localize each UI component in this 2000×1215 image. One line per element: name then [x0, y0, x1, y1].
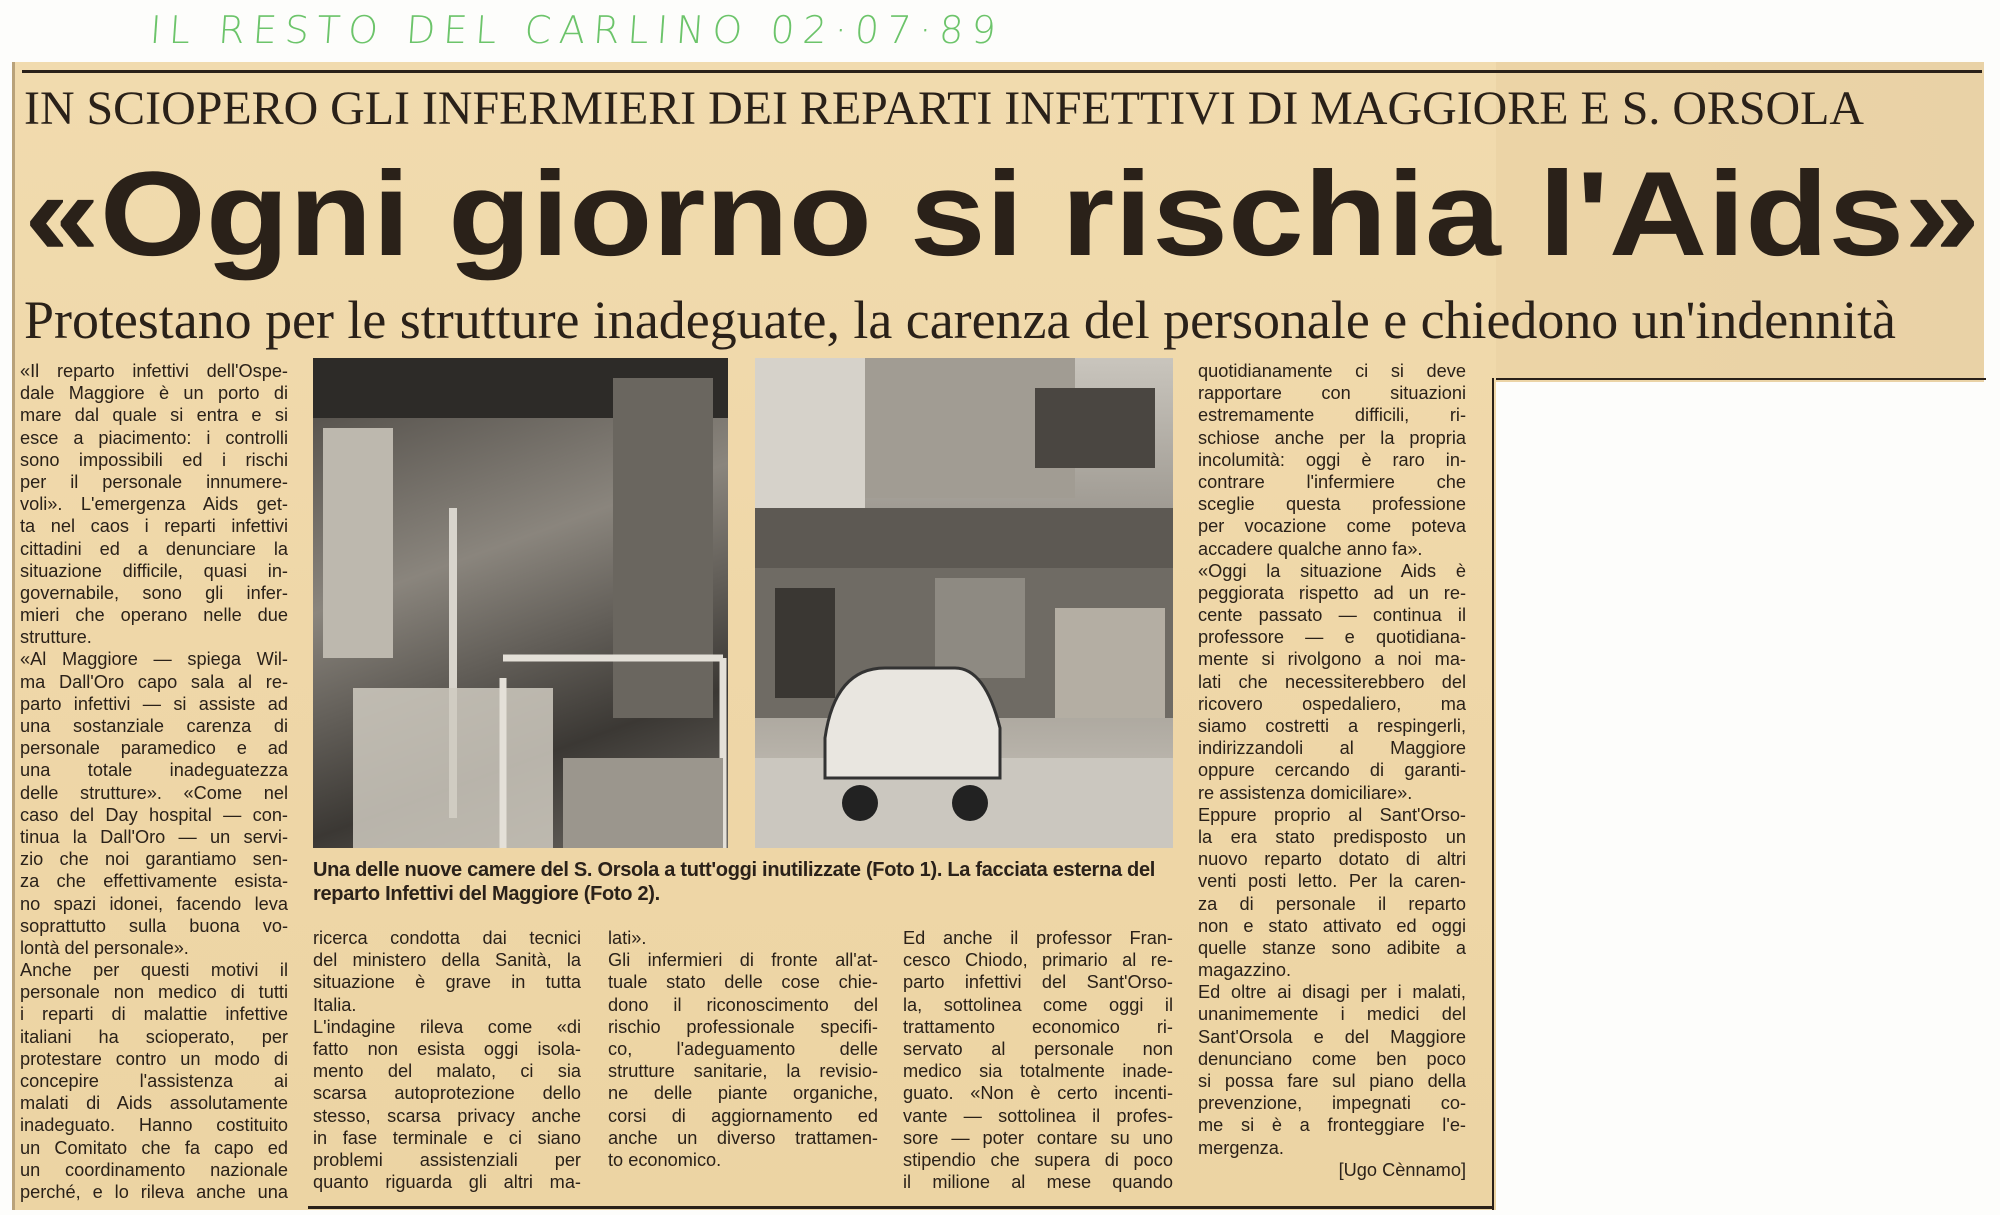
text-line: il milione al mese quando [903, 1172, 1173, 1193]
header-bottom-rule [1496, 378, 1986, 380]
text-line: non e stato attivato ed oggi [1198, 915, 1466, 936]
text-line: siamo costretti a respingerli, [1198, 716, 1466, 736]
text-line: quotidianamente ci si deve [1198, 361, 1466, 381]
text-line: quelle stanze sono adibite a [1198, 937, 1466, 958]
text-line: «Oggi la situazione Aids è [1198, 560, 1466, 581]
article-column-5 [1198, 360, 1466, 1181]
text-line: personale non medico di tutti [20, 982, 288, 1003]
text-line: delle strutture». «Come nel [20, 782, 288, 803]
text-line: la, sottolinea come oggi il [903, 994, 1173, 1015]
text-line: cittadini ed a denunciare la [20, 538, 288, 559]
text-line: incolumità: oggi è raro in- [1198, 449, 1466, 470]
text-line: tuale stato delle cose chie- [608, 972, 878, 993]
text-line: mieri che operano nelle due [20, 605, 288, 626]
headline: «Ogni giorno si rischia l'Aids» [24, 147, 1980, 281]
text-line: tinua la Dall'Oro — un servi- [20, 826, 288, 847]
photo-1-illustration [313, 358, 728, 848]
author-byline: [Ugo Cènnamo] [1338, 1159, 1466, 1180]
text-line: «Il reparto infettivi dell'Ospe- [20, 361, 288, 381]
text-line: professore — e quotidiana- [1198, 627, 1466, 648]
text-line: italiani ha scioperato, per [20, 1026, 288, 1047]
text-line: ta nel caos i reparti infettivi [20, 516, 288, 537]
text-line: corsi di aggiornamento ed [608, 1105, 878, 1126]
text-line: za di personale il reparto [1198, 893, 1466, 914]
text-line: estremamente difficili, ri- [1198, 405, 1466, 426]
handwritten-annotation: IL RESTO DEL CARLINO 02·07·89 [148, 8, 1006, 52]
text-line: «Al Maggiore — spiega Wil- [20, 649, 288, 670]
text-line: mergenza. [1198, 1137, 1284, 1158]
text-line: caso del Day hospital — con- [20, 804, 288, 825]
text-line: denunciano come ben poco [1198, 1048, 1466, 1069]
text-line: una totale inadeguatezza [20, 760, 288, 781]
text-line: za che effettivamente esista- [20, 871, 288, 892]
text-line: strutture sanitarie, la revisio- [608, 1061, 878, 1082]
text-line: prevenzione, impegnati co- [1198, 1093, 1466, 1114]
text-line: indirizzandoli al Maggiore [1198, 738, 1466, 759]
text-line: protestare contro un modo di [20, 1048, 288, 1069]
text-line: personale paramedico e ad [20, 738, 288, 759]
text-line: to economico. [608, 1149, 722, 1170]
text-line: stesso, scarsa privacy anche [313, 1105, 581, 1126]
text-line: lati». [608, 928, 647, 948]
text-line: parto infettivi — si assiste ad [20, 693, 288, 714]
text-line: magazzino. [1198, 960, 1292, 981]
text-line: mare dal quale si entra e si [20, 405, 288, 426]
text-line: cesco Chiodo, primario al re- [903, 950, 1173, 971]
text-line: governabile, sono gli infer- [20, 582, 288, 603]
text-line: Italia. [313, 994, 357, 1015]
text-line: esce a piacimento: i controlli [20, 427, 288, 448]
bottom-rule [308, 1206, 1494, 1209]
text-line: lati che necessiterebbero del [1198, 671, 1466, 692]
text-line: Sant'Orsola e del Maggiore [1198, 1026, 1466, 1047]
text-line: concepire l'assistenza ai [20, 1071, 288, 1091]
text-line: quanto riguarda gli altri ma- [313, 1172, 581, 1193]
text-line: Eppure proprio al Sant'Orso- [1198, 804, 1466, 825]
text-line: rapportare con situazioni [1198, 383, 1466, 404]
text-line: unanimemente i medici del [1198, 1004, 1466, 1025]
text-line: peggiorata rispetto ad un re- [1198, 582, 1466, 603]
article-column-3 [608, 927, 878, 1171]
text-line: servato al personale non [903, 1038, 1173, 1059]
text-line: cente passato — continua il [1198, 605, 1466, 626]
text-line: malati di Aids assolutamente [20, 1093, 288, 1114]
text-line: schiose anche per la propria [1198, 427, 1466, 448]
text-line: stipendio che supera di poco [903, 1149, 1173, 1170]
text-line: sono impossibili ed i rischi [20, 449, 288, 470]
headline-block [0, 0, 2000, 360]
text-line: venti posti letto. Per la caren- [1198, 871, 1466, 892]
text-line: contrare l'infermiere che [1198, 471, 1466, 492]
text-line: nuovo reparto dotato di altri [1198, 849, 1466, 870]
text-line: sore — poter contare su uno [903, 1127, 1173, 1148]
text-line: situazione difficile, quasi in- [20, 560, 288, 581]
photo-2-illustration [755, 358, 1173, 848]
photo-caption: Una delle nuove camere del S. Orsola a tutt'oggi inutilizzate (Foto 1). La facciata esterna del reparto Infettivi del Maggiore (Foto 2). [313, 859, 1156, 905]
text-line: L'indagine rileva come «di [313, 1016, 581, 1037]
text-line: ma Dall'Oro capo sala al re- [20, 671, 288, 692]
text-line: lontà del personale». [20, 937, 189, 958]
text-line: ricerca condotta dai tecnici [313, 928, 581, 948]
text-line: dono il riconoscimento del [608, 994, 878, 1015]
text-line: dale Maggiore è un porto di [20, 383, 288, 404]
text-line: ne delle piante organiche, [608, 1083, 878, 1104]
text-line: trattamento economico ri- [903, 1016, 1173, 1037]
text-line: sceglie questa professione [1198, 494, 1466, 515]
text-line: scarsa autoprotezione dello [313, 1083, 581, 1104]
text-line: Ed anche il professor Fran- [903, 928, 1173, 948]
text-line: situazione è grave in tutta [313, 972, 581, 993]
text-line: accadere qualche anno fa». [1198, 538, 1423, 559]
text-line: un Comitato che fa capo ed [20, 1137, 288, 1158]
text-line: medico sia totalmente inade- [903, 1061, 1173, 1082]
text-line: perché, e lo rileva anche una [20, 1181, 288, 1202]
text-line: una sostanziale carenza di [20, 716, 288, 736]
subheadline: Protestano per le strutture inadeguate, la carenza del personale e chiedono un'indennità [24, 290, 1897, 350]
text-line: voli». L'emergenza Aids get- [20, 494, 288, 515]
text-line: la era stato predisposto un [1198, 826, 1466, 847]
text-line: zio che noi garantiamo sen- [20, 849, 288, 870]
text-line: Anche per questi motivi il [20, 960, 288, 981]
text-line: un coordinamento nazionale [20, 1159, 288, 1180]
text-line: strutture. [20, 627, 92, 648]
text-line: co, l'adeguamento delle [608, 1038, 878, 1059]
text-line: ricovero ospedaliero, ma [1198, 693, 1466, 714]
text-line: re assistenza domiciliare». [1198, 782, 1413, 803]
text-line: per il personale innumere- [20, 471, 288, 492]
column-right-rule [1492, 378, 1494, 1210]
text-line: Gli infermieri di fronte all'at- [608, 950, 878, 971]
text-line: in fase terminale e ci siano [313, 1127, 581, 1148]
text-line: Ed oltre ai disagi per i malati, [1198, 982, 1466, 1003]
text-line: mento del malato, ci sia [313, 1061, 581, 1082]
text-line: soprattutto sulla buona vo- [20, 915, 288, 936]
text-line: mente si rivolgono a noi ma- [1198, 649, 1466, 670]
article-column-1 [20, 360, 288, 1203]
text-line: oppure cercando di garanti- [1198, 760, 1466, 781]
article-column-4 [903, 927, 1173, 1193]
text-line: me si è a fronteggiare l'e- [1198, 1115, 1466, 1136]
text-line: fatto non esista oggi isola- [313, 1038, 581, 1059]
text-line: guato. «Non è certo incenti- [903, 1083, 1173, 1104]
text-line: anche un diverso trattamen- [608, 1127, 878, 1148]
text-line: no spazi idonei, facendo leva [20, 893, 288, 914]
text-line: del ministero della Sanità, la [313, 950, 581, 971]
text-line: parto infettivi del Sant'Orso- [903, 972, 1173, 993]
kicker: IN SCIOPERO GLI INFERMIERI DEI REPARTI INFETTIVI DI MAGGIORE E S. ORSOLA [24, 82, 1865, 135]
photo-1-hospital-room [313, 358, 728, 848]
text-line: si possa fare sul piano della [1198, 1071, 1466, 1091]
text-line: rischio professionale specifi- [608, 1016, 878, 1037]
text-line: inadeguato. Hanno costituito [20, 1115, 288, 1136]
text-line: i reparti di malattie infettive [20, 1004, 288, 1025]
text-line: problemi assistenziali per [313, 1149, 581, 1170]
photo-2-building-facade [755, 358, 1173, 848]
article-column-2 [313, 927, 581, 1193]
text-line: per vocazione come poteva [1198, 516, 1466, 537]
text-line: vante — sottolinea il profes- [903, 1105, 1173, 1126]
